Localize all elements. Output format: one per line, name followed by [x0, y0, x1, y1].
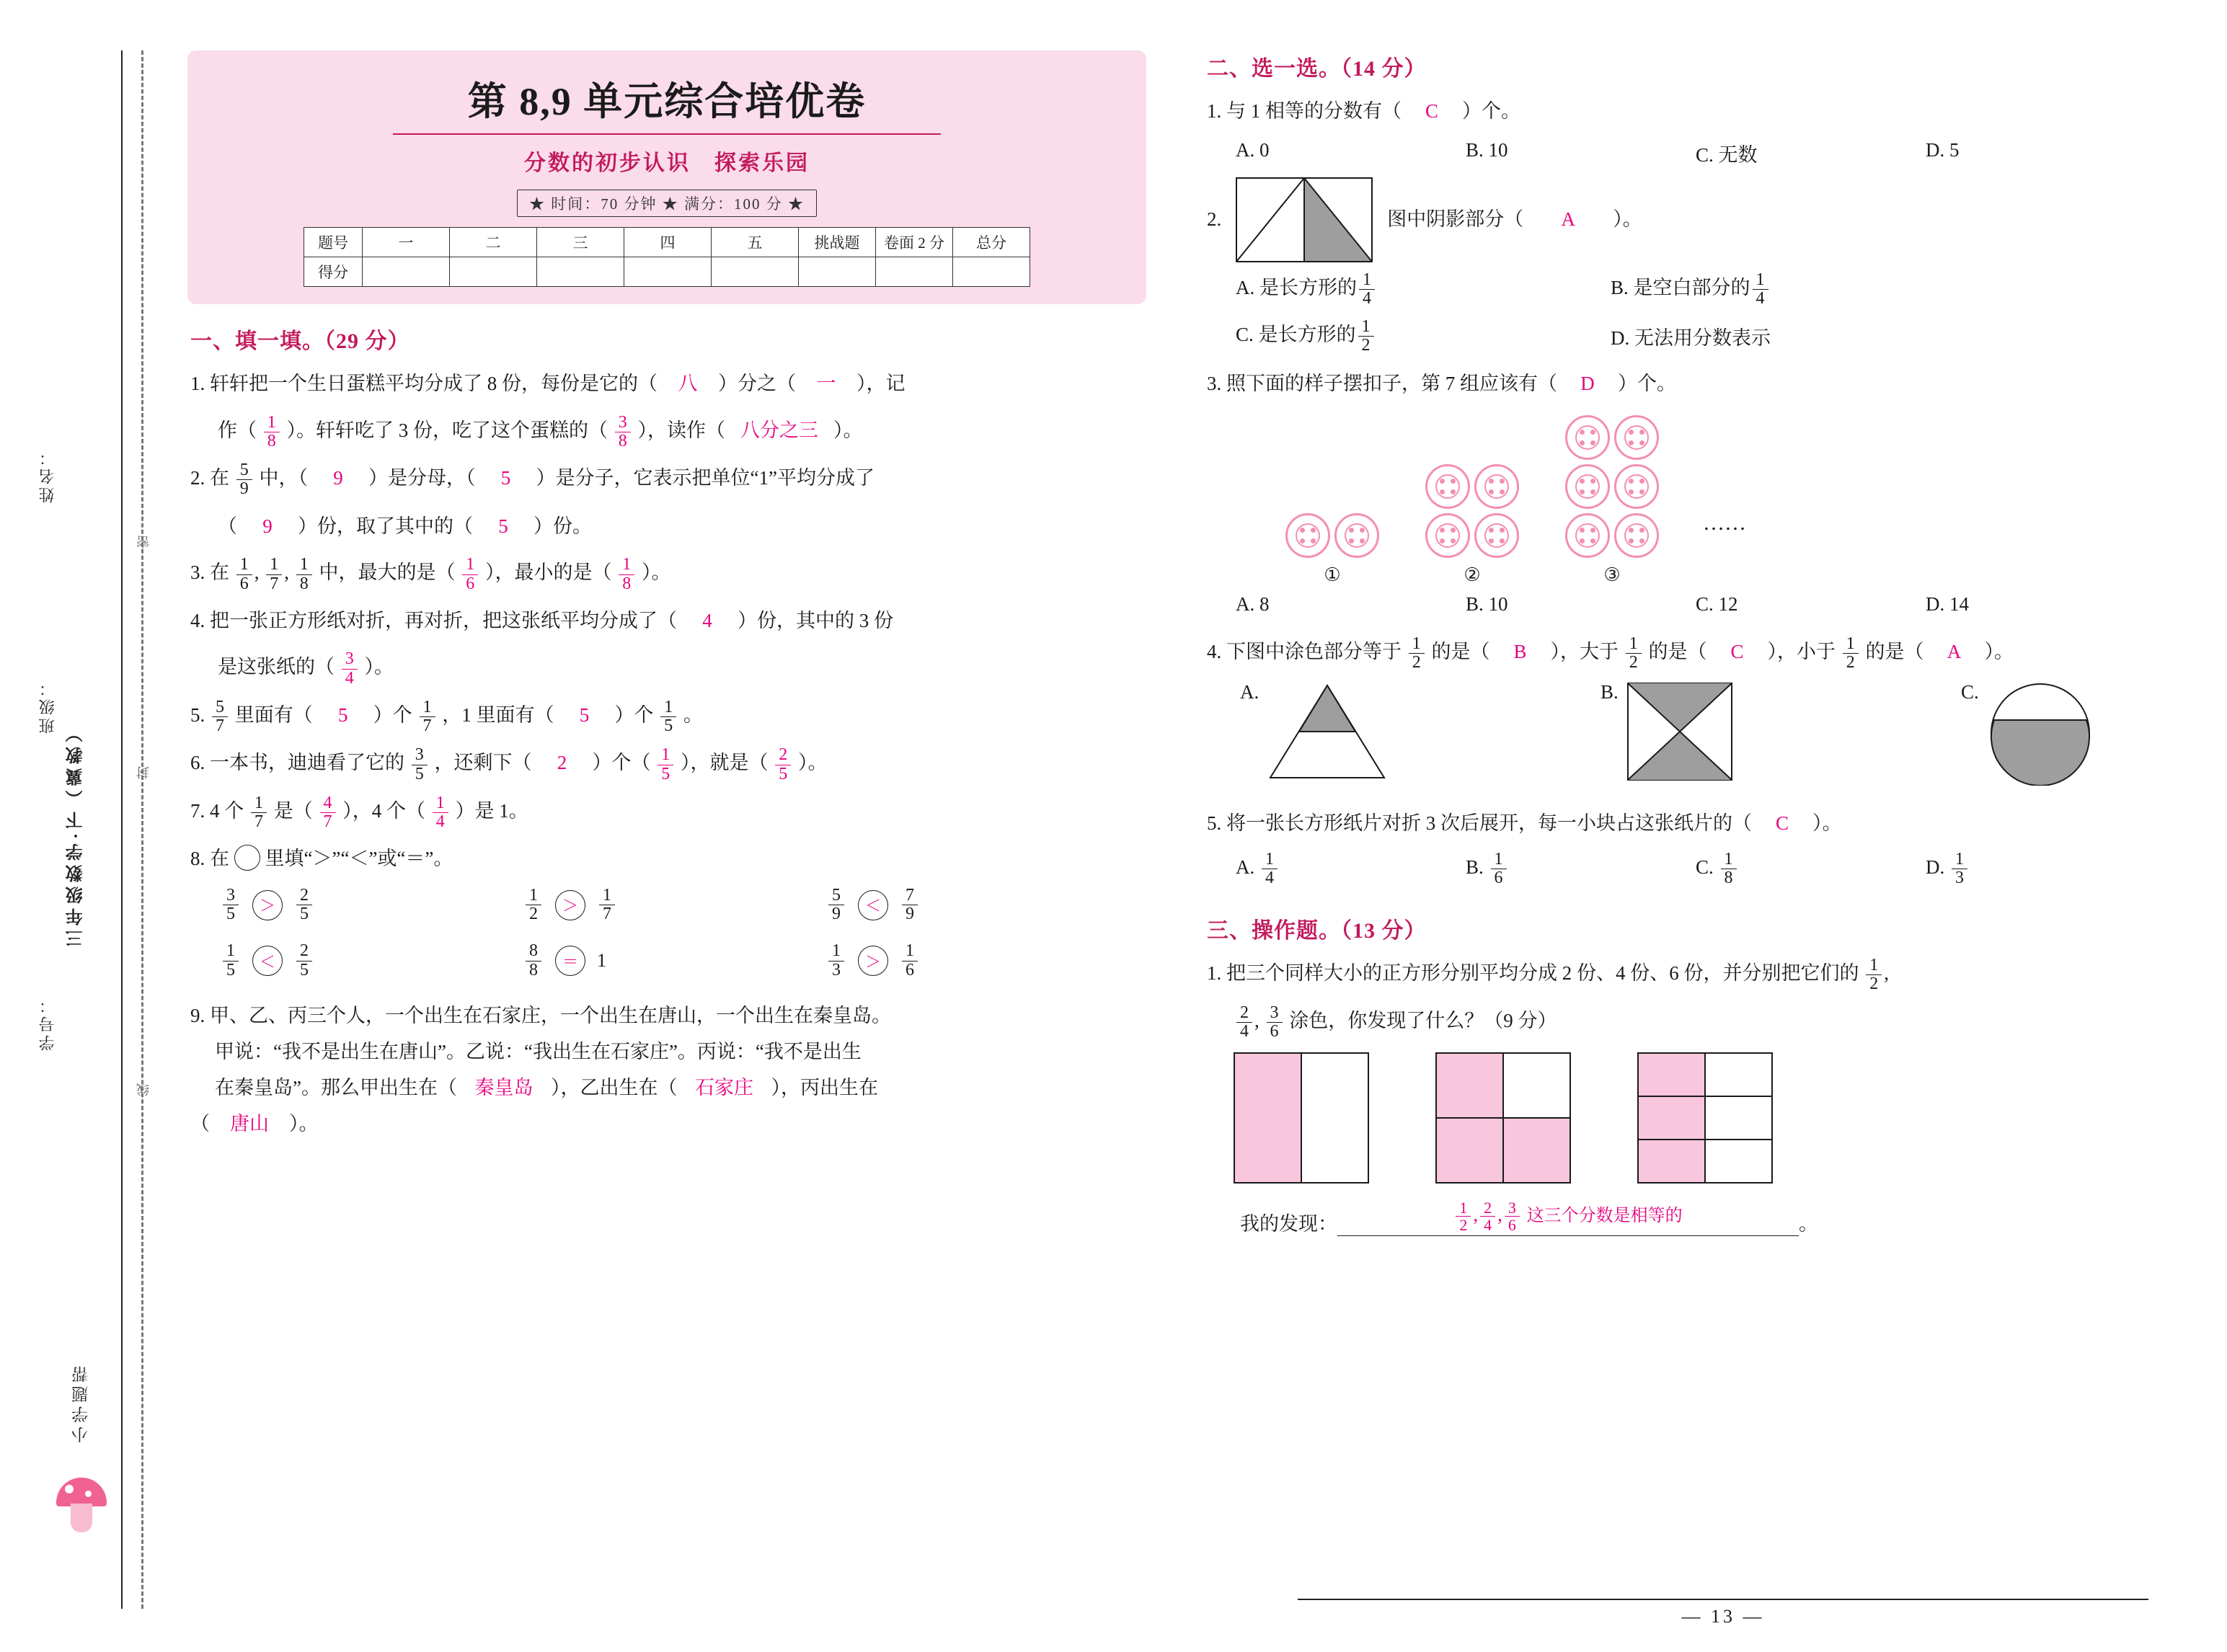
- answer-fraction[interactable]: $\frac{3}{4}$: [342, 650, 358, 687]
- score-table-header-row: [304, 228, 1030, 257]
- fraction: $\frac{3}{5}$: [412, 746, 428, 783]
- question-3-1: 1. 把三个同样大小的正方形分别平均分成 2 份、4 份、6 份，并分别把它们的 $\frac{1}{2}$ ,: [1207, 955, 1889, 993]
- answer-blank[interactable]: 八: [678, 373, 698, 394]
- title-divider: [393, 133, 941, 135]
- option-c[interactable]: C. $\frac{1}{8}$: [1696, 851, 1926, 887]
- section-1-heading: 一、填一填。（29 分）: [190, 329, 410, 353]
- option-a[interactable]: A. $\frac{1}{4}$: [1236, 851, 1466, 887]
- button-icon: [1425, 513, 1470, 558]
- compare-item: [826, 942, 1129, 979]
- circle-more-than-half-shaded-figure: [1986, 681, 2094, 786]
- button-icon: [1565, 513, 1610, 558]
- answer-blank[interactable]: A: [1561, 208, 1575, 231]
- square-x-shaded-figure: [1626, 681, 1734, 782]
- side-id-label: 学号：: [38, 995, 56, 1051]
- answer-fraction[interactable]: $\frac{4}{7}$: [320, 794, 336, 831]
- fraction: $\frac{1}{6}$: [902, 942, 918, 979]
- button-icon: [1614, 464, 1659, 509]
- score-row-label: 题号: [304, 228, 363, 257]
- question-1-5: 5. $\frac{5}{7}$ 里面有（ 5 ）个 $\frac{1}{7}$ ，1 里面有（ 5 ）个 $\frac{1}{5}$ 。: [190, 696, 1139, 735]
- score-col-4: 四: [624, 228, 712, 257]
- question-2-4-figures: [1240, 681, 2156, 786]
- fold-char-2: 封: [136, 764, 151, 779]
- answer-blank[interactable]: 4: [702, 609, 712, 631]
- score-cell[interactable]: [537, 257, 624, 287]
- triangle-half-shaded-figure: [1266, 681, 1389, 782]
- option-d[interactable]: D. 14: [1926, 593, 1969, 616]
- button-pattern-figure: [1283, 413, 2156, 586]
- option-c[interactable]: C. 12: [1696, 593, 1738, 616]
- rect-shaded-triangles-figure: [1236, 177, 1373, 262]
- fraction: $\frac{1}{7}$: [251, 794, 267, 831]
- figure-label-b: B.: [1600, 680, 1619, 703]
- question-2-1-options: [1236, 139, 2156, 167]
- answer-blank[interactable]: 唐山: [230, 1112, 269, 1134]
- question-1-6: 6. 一本书，迪迪看了它的 $\frac{3}{5}$ ，还剩下（ 2 ）个（ $\frac{1}{5}$ ），就是（ $\frac{2}{5}$ ）。: [190, 744, 1139, 783]
- fraction: $\frac{1}{2}$: [1409, 635, 1425, 672]
- square-quarters-figure: [1435, 1052, 1572, 1185]
- circle-blank-icon: [234, 845, 260, 871]
- button-icon: [1614, 513, 1659, 558]
- fraction: $\frac{1}{2}$: [1626, 635, 1642, 672]
- fraction: $\frac{2}{5}$: [296, 887, 312, 923]
- button-icon: [1425, 464, 1470, 509]
- fraction: $\frac{5}{7}$: [212, 698, 228, 735]
- button-group-1: [1283, 511, 1381, 586]
- question-1-1: 1. 轩轩把一个生日蛋糕平均分成了 8 份，每份是它的（ 八 ）分之（ 一 ），记: [190, 365, 1139, 403]
- discovery-answer[interactable]: $\frac{1}{2}$ , $\frac{2}{4}$ , $\frac{3}{6}$ 这三个分数是相等的: [1337, 1199, 1799, 1236]
- question-2-2-options-row2: [1236, 318, 2156, 355]
- answer-blank[interactable]: C: [1425, 100, 1438, 122]
- option-c[interactable]: C. 是长方形的 $\frac{1}{2}$: [1236, 318, 1611, 355]
- score-row-label-2: 得分: [304, 257, 363, 287]
- figure-label-c: C.: [1961, 680, 1979, 703]
- fraction: $\frac{1}{7}$: [599, 887, 615, 923]
- answer-blank[interactable]: 9: [333, 467, 343, 489]
- comparison-answer[interactable]: ＜: [858, 890, 888, 920]
- fraction: $\frac{1}{8}$: [296, 556, 312, 592]
- footer-rule: [1298, 1599, 2148, 1600]
- score-table: [304, 227, 1030, 287]
- score-cell[interactable]: [363, 257, 450, 287]
- fraction: $\frac{1}{7}$: [420, 698, 435, 735]
- left-column: [180, 50, 1139, 1150]
- fraction: $\frac{1}{5}$: [223, 942, 239, 979]
- mushroom-icon: [56, 1478, 107, 1535]
- option-b[interactable]: B. $\frac{1}{6}$: [1466, 851, 1696, 887]
- answer-blank[interactable]: 秦皇岛: [474, 1076, 533, 1098]
- section-3-heading: 三、操作题。（13 分）: [1207, 918, 1427, 943]
- answer-blank[interactable]: D: [1580, 373, 1595, 395]
- question-1-7: 7. 4 个 $\frac{1}{7}$ 是（ $\frac{4}{7}$ ），4 个（ $\frac{1}{4}$ ）是 1。: [190, 793, 528, 832]
- score-col-8: 总分: [953, 228, 1030, 257]
- figure-label-a: A.: [1240, 680, 1259, 703]
- fraction: $\frac{3}{5}$: [223, 887, 239, 923]
- answer-blank[interactable]: B: [1513, 641, 1527, 663]
- answer-fraction[interactable]: $\frac{1}{8}$: [264, 414, 280, 450]
- button-icon: [1285, 513, 1330, 558]
- question-2-4: 4. 下图中涂色部分等于 $\frac{1}{2}$ 的是（ B ），大于 $\frac{1}{2}$ 的是（ C ），小于 $\frac{1}{2}$ 的是（ A ）。: [1207, 633, 2156, 672]
- fraction: $\frac{1}{3}$: [828, 942, 844, 979]
- question-2-3: 3. 照下面的样子摆扣子，第 7 组应该有（ D ）个。: [1207, 365, 2156, 403]
- question-1-9: 9. 甲、乙、丙三个人，一个出生在石家庄，一个出生在唐山，一个出生在秦皇岛。 甲说：“我不是出生在唐山”。乙说：“我出生在石家庄”。丙说：“我不是出生 在秦皇岛”。那么甲出生在（ 秦皇岛 ），乙出生在（ 石家庄 ），丙出生在 （ 唐山 ）。: [190, 998, 1139, 1142]
- question-1-3: 3. 在 $\frac{1}{6}$ , $\frac{1}{7}$ , $\frac{1}{8}$ 中，最大的是（ $\frac{1}{6}$ ），最小的是（ $\frac{1}{8}$ ）。: [190, 555, 671, 593]
- page-number: — 13 —: [1681, 1606, 1765, 1627]
- option-d[interactable]: D. $\frac{1}{3}$: [1926, 851, 2156, 887]
- question-2-3-options: [1236, 593, 2156, 616]
- score-col-2: 二: [450, 228, 537, 257]
- option-d[interactable]: D. 5: [1926, 138, 1960, 161]
- answer-blank[interactable]: C: [1775, 812, 1789, 834]
- fraction: $\frac{7}{9}$: [902, 887, 918, 923]
- compare-item: [523, 942, 826, 979]
- fold-char-1: 密: [136, 533, 151, 549]
- answer-blank[interactable]: 5: [498, 515, 508, 537]
- score-table-value-row: [304, 257, 1030, 287]
- whole-number: 1: [597, 950, 606, 972]
- side-brand-label: 小学题帮: [72, 1362, 90, 1443]
- fraction: $\frac{1}{2}$: [526, 887, 541, 923]
- side-class-label: 班级：: [38, 678, 56, 734]
- comparison-answer[interactable]: ＞: [555, 890, 585, 920]
- option-c[interactable]: C. 无数: [1696, 143, 1758, 166]
- score-col-7: 卷面 2 分: [876, 228, 953, 257]
- question-1-1-cont: 作（ $\frac{1}{8}$ ）。轩轩吃了 3 份，吃了这个蛋糕的（ $\frac{3}{8}$ ），读作（ 八分之三 ）。: [218, 412, 1139, 450]
- group-label-2: ②: [1464, 564, 1481, 586]
- fraction: $\frac{5}{9}$: [236, 461, 252, 498]
- answer-blank[interactable]: 5: [500, 467, 511, 489]
- side-name-label: 姓名：: [38, 447, 56, 503]
- question-1-8: 8. 在 里填“＞”“＜”或“＝”。: [190, 840, 1139, 878]
- answer-blank[interactable]: 八分之三: [740, 419, 818, 441]
- score-col-3: 三: [537, 228, 624, 257]
- fraction: $\frac{2}{4}$: [1236, 1004, 1252, 1041]
- question-1-2-cont: （ 9 ）份，取了其中的（ 5 ）份。: [218, 507, 1139, 546]
- right-column: [1197, 50, 2156, 1236]
- square-sixths-figure: [1637, 1052, 1774, 1185]
- group-label-1: ①: [1324, 564, 1341, 586]
- option-a[interactable]: A. 8: [1236, 593, 1270, 616]
- answer-blank[interactable]: 9: [262, 515, 273, 537]
- answer-blank[interactable]: 5: [338, 703, 348, 726]
- fold-char-3: 线: [136, 1081, 151, 1096]
- comparison-answer[interactable]: ＞: [858, 946, 888, 976]
- answer-blank[interactable]: 一: [816, 373, 836, 394]
- button-icon: [1565, 464, 1610, 509]
- button-icon: [1334, 513, 1379, 558]
- square-halves-figure: [1233, 1052, 1370, 1185]
- fraction: $\frac{1}{2}$: [1843, 635, 1859, 672]
- answer-fraction[interactable]: $\frac{1}{6}$: [462, 556, 478, 592]
- discovery-label: 我的发现：: [1240, 1212, 1337, 1235]
- comparison-answer[interactable]: ＝: [555, 946, 585, 976]
- comparison-answer[interactable]: ＞: [252, 890, 283, 920]
- fraction: $\frac{1}{6}$: [236, 556, 252, 592]
- button-icon: [1474, 464, 1519, 509]
- answer-fraction[interactable]: $\frac{1}{8}$: [619, 556, 634, 592]
- score-col-6: 挑战题: [799, 228, 876, 257]
- button-icon: [1614, 415, 1659, 460]
- ellipsis-label: ……: [1703, 511, 1746, 536]
- option-b[interactable]: B. 是空白部分的 $\frac{1}{4}$: [1611, 271, 1985, 308]
- fraction: $\frac{1}{7}$: [266, 556, 282, 592]
- answer-blank[interactable]: 石家庄: [694, 1076, 753, 1098]
- fraction: $\frac{1}{2}$: [1866, 956, 1882, 993]
- question-1-4-cont: 是这张纸的（ $\frac{3}{4}$ ）。: [218, 649, 394, 688]
- section-2-heading: 二、选一选。（14 分）: [1207, 57, 1427, 81]
- comparison-answer[interactable]: ＜: [252, 946, 283, 976]
- compare-item: [221, 887, 523, 923]
- answer-fraction[interactable]: $\frac{1}{5}$: [658, 746, 673, 783]
- fraction: $\frac{8}{8}$: [526, 942, 541, 979]
- question-2-5: 5. 将一张长方形纸片对折 3 次后展开，每一小块占这张纸片的（ C ）。: [1207, 804, 2156, 843]
- question-2-5-options: [1236, 851, 2156, 887]
- fraction: $\frac{3}{6}$: [1267, 1004, 1283, 1041]
- score-cell[interactable]: [953, 257, 1030, 287]
- score-col-5: 五: [712, 228, 799, 257]
- side-subject-label: 三年级数学·下（冀教）: [67, 721, 86, 948]
- answer-blank[interactable]: 5: [579, 703, 590, 726]
- compare-item: [221, 942, 523, 979]
- score-cell[interactable]: [876, 257, 953, 287]
- button-group-3: [1563, 413, 1661, 586]
- compare-row-2: [221, 942, 1139, 979]
- page-title: 第 8,9 单元综合培优卷: [467, 80, 867, 123]
- button-icon: [1474, 513, 1519, 558]
- discovery-line: 我的发现： $\frac{1}{2}$ , $\frac{2}{4}$ , $\frac{3}{6}$ 这三个分数是相等的 。: [1240, 1198, 1818, 1235]
- fraction: $\frac{2}{5}$: [296, 942, 312, 979]
- fraction: $\frac{5}{9}$: [828, 887, 844, 923]
- question-3-1-cont: $\frac{2}{4}$ , $\frac{3}{6}$ 涂色，你发现了什么？（9 分）: [1234, 1002, 2156, 1041]
- answer-blank[interactable]: 2: [557, 752, 567, 774]
- question-1-2: 2. 在 $\frac{5}{9}$ 中，（ 9 ）是分母，（ 5 ）是分子，它表示把单位“1”平均分成了: [190, 459, 1139, 498]
- answer-fraction[interactable]: $\frac{2}{5}$: [775, 746, 791, 783]
- score-cell[interactable]: [712, 257, 799, 287]
- score-col-1: 一: [363, 228, 450, 257]
- compare-item: [523, 887, 826, 923]
- option-a[interactable]: A. 是长方形的 $\frac{1}{4}$: [1236, 271, 1611, 308]
- fraction: $\frac{1}{5}$: [660, 698, 676, 735]
- question-2-2-options-row1: [1236, 271, 2156, 308]
- option-d[interactable]: D. 无法用分数表示: [1611, 327, 1771, 350]
- option-b[interactable]: B. 10: [1466, 138, 1508, 161]
- question-2-2: 2. 图中阴影部分（ A ）。: [1207, 177, 2156, 262]
- score-cell[interactable]: [799, 257, 876, 287]
- answer-blank[interactable]: C: [1730, 641, 1744, 663]
- shaded-square-figures: [1233, 1052, 2156, 1185]
- compare-item: [826, 887, 1129, 923]
- exam-meta: ★ 时间：70 分钟 ★ 满分：100 分 ★: [209, 190, 1125, 217]
- score-cell[interactable]: [624, 257, 712, 287]
- question-1-4: 4. 把一张正方形纸对折，再对折，把这张纸平均分成了（ 4 ）份，其中的 3 份: [190, 602, 1139, 640]
- page-subtitle: 分数的初步认识 探索乐园: [524, 151, 810, 175]
- answer-fraction[interactable]: $\frac{3}{8}$: [615, 414, 631, 450]
- question-2-1: 1. 与 1 相等的分数有（ C ）个。: [1207, 92, 2156, 130]
- title-block: [187, 50, 1146, 304]
- option-b[interactable]: B. 10: [1466, 593, 1508, 616]
- score-cell[interactable]: [450, 257, 537, 287]
- answer-fraction[interactable]: $\frac{1}{4}$: [433, 794, 448, 831]
- button-icon: [1565, 415, 1610, 460]
- group-label-3: ③: [1603, 564, 1621, 586]
- option-a[interactable]: A. 0: [1236, 138, 1270, 161]
- compare-row-1: [221, 887, 1139, 923]
- button-group-2: [1423, 462, 1521, 586]
- answer-blank[interactable]: A: [1947, 641, 1962, 663]
